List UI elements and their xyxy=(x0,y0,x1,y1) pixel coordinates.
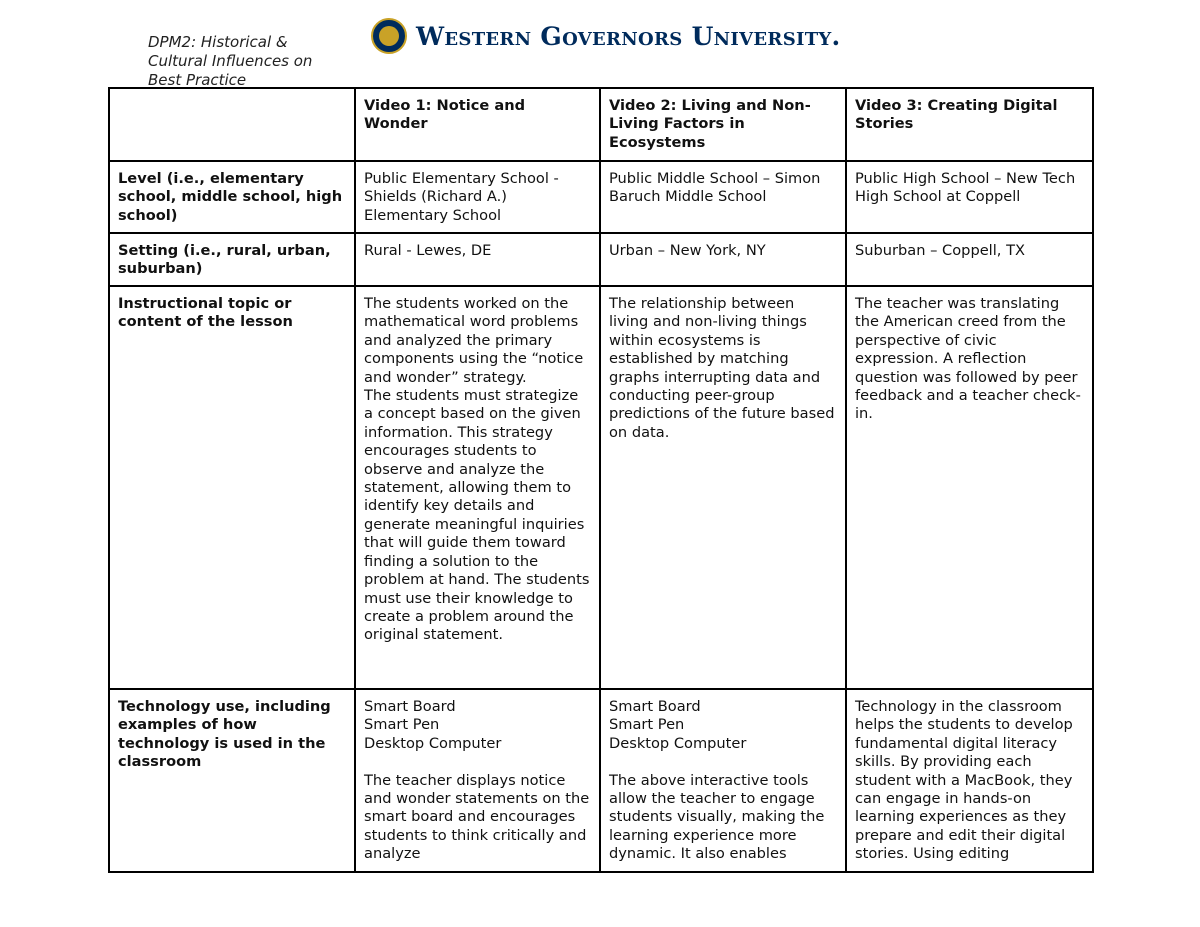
cell-level-video-3: Public High School – New Tech High School at Coppell xyxy=(846,161,1093,233)
cell-technology-video-3: Technology in the classroom helps the students to develop fundamental digital literacy skills. By providing each student with a MacBook, they can engage in hands-on learning experiences as they prepare and edit their digital stories. Using editing xyxy=(846,689,1093,872)
cell-topic-video-2: The relationship between living and non-living things within ecosystems is established by matching graphs interrupting data and conducting peer-group predictions of the future based on data. xyxy=(600,286,846,689)
table-row-setting xyxy=(109,233,1093,286)
cell-technology-video-1: Smart Board Smart Pen Desktop Computer The teacher displays notice and wonder statements on the smart board and encourages students to think critically and analyze xyxy=(355,689,600,872)
cell-topic-video-3: The teacher was translating the American creed from the perspective of civic expression. A reflection question was followed by peer feedback and a teacher check-in. xyxy=(846,286,1093,689)
row-label-technology: Technology use, including examples of how technology is used in the classroom xyxy=(109,689,355,872)
row-label-setting: Setting (i.e., rural, urban, suburban) xyxy=(109,233,355,286)
row-label-level: Level (i.e., elementary school, middle school, high school) xyxy=(109,161,355,233)
cell-level-video-1: Public Elementary School - Shields (Richard A.) Elementary School xyxy=(355,161,600,233)
cell-setting-video-1: Rural - Lewes, DE xyxy=(355,233,600,286)
header-cell-video-1: Video 1: Notice and Wonder xyxy=(355,88,600,161)
university-logo xyxy=(371,18,841,54)
document-subtitle: DPM2: Historical & Cultural Influences on Best Practice xyxy=(148,33,313,89)
university-seal-icon xyxy=(371,18,407,54)
table-row-level xyxy=(109,161,1093,233)
table-row-topic xyxy=(109,286,1093,689)
row-label-topic: Instructional topic or content of the lesson xyxy=(109,286,355,689)
cell-technology-video-2: Smart Board Smart Pen Desktop Computer The above interactive tools allow the teacher to engage students visually, making the learning experience more dynamic. It also enables xyxy=(600,689,846,872)
table-header-row xyxy=(109,88,1093,161)
header-cell-empty xyxy=(109,88,355,161)
header-cell-video-2: Video 2: Living and Non-Living Factors in Ecosystems xyxy=(600,88,846,161)
cell-level-video-2: Public Middle School – Simon Baruch Middle School xyxy=(600,161,846,233)
university-name: Western Governors University. xyxy=(416,21,841,51)
cell-setting-video-3: Suburban – Coppell, TX xyxy=(846,233,1093,286)
table-row-technology xyxy=(109,689,1093,872)
comparison-table xyxy=(108,87,1094,873)
cell-topic-video-1: The students worked on the mathematical word problems and analyzed the primary components using the “notice and wonder” strategy. The students must strategize a concept based on the given information. This strategy encourages students to observe and analyze the statement, allowing them to identify key details and generate meaningful inquiries that will guide them toward finding a solution to the problem at hand. The students must use their knowledge to create a problem around the original statement. xyxy=(355,286,600,689)
cell-setting-video-2: Urban – New York, NY xyxy=(600,233,846,286)
header-cell-video-3: Video 3: Creating Digital Stories xyxy=(846,88,1093,161)
